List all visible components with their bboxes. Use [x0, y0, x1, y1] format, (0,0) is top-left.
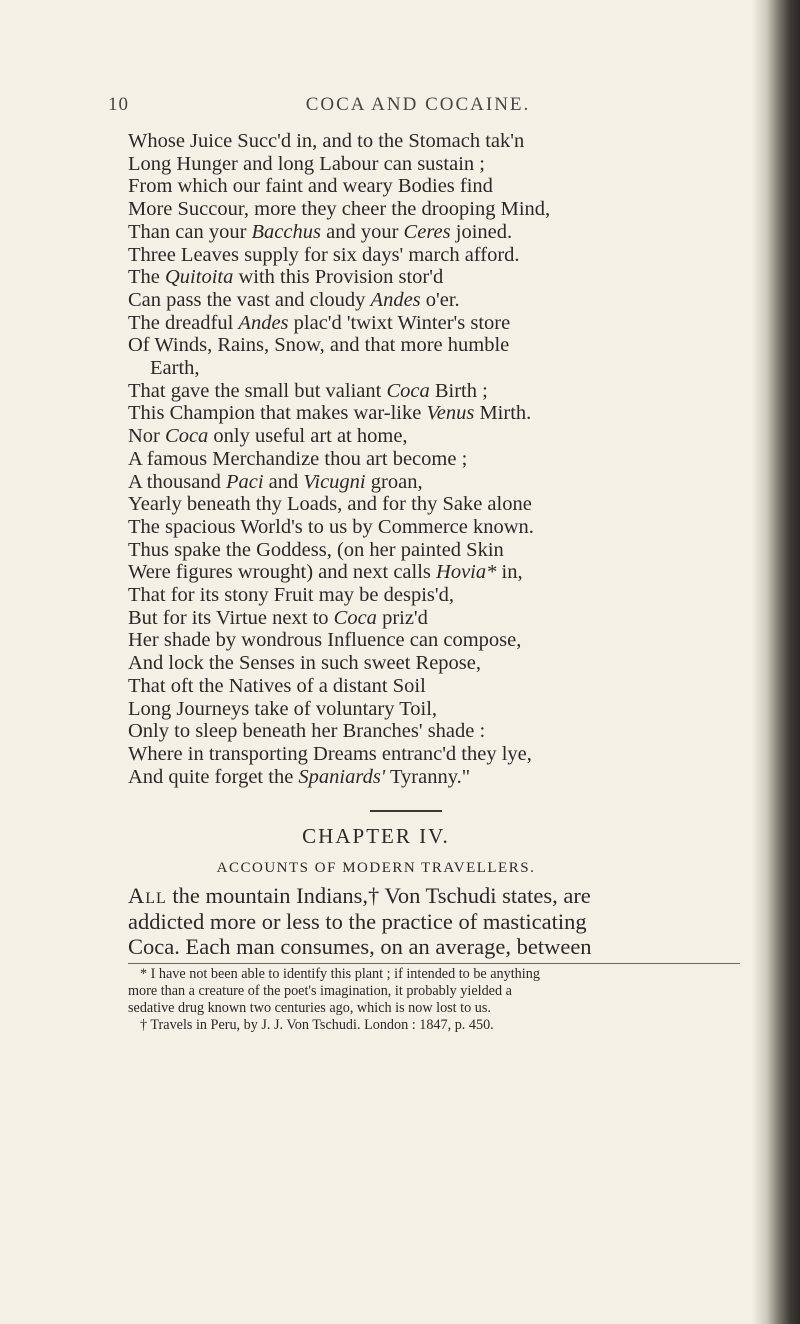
running-header [108, 94, 728, 122]
paragraph-text: the mountain Indians,† Von Tschudi states, are [166, 883, 591, 908]
footnote-line: † Travels in Peru, by J. J. Von Tschudi. London : 1847, p. 450. [140, 1017, 494, 1033]
poem-line: The Quitoita with this Provision stor'd [128, 266, 444, 289]
poem-line: And quite forget the Spaniards' Tyranny." [128, 765, 471, 788]
poem-line: Long Journeys take of voluntary Toil, [128, 697, 438, 720]
poem-line: Were figures wrought) and next calls Hovia* in, [128, 561, 523, 584]
poem-line: A famous Merchandize thou art become ; [128, 447, 468, 470]
poem-line: More Succour, more they cheer the drooping Mind, [128, 198, 551, 221]
poem-line: This Champion that makes war-like Venus Mirth. [128, 402, 532, 425]
chapter-heading: CHAPTER IV. [302, 824, 450, 848]
footnote-line: more than a creature of the poet's imagination, it probably yielded a [128, 983, 512, 999]
body-paragraph [128, 883, 748, 960]
poem-line: That oft the Natives of a distant Soil [128, 674, 426, 697]
book-edge [752, 0, 800, 1324]
poem-line: Than can your Bacchus and your Ceres joined. [128, 220, 513, 243]
poem-line: Whose Juice Succ'd in, and to the Stomach tak'n [128, 130, 525, 152]
poem-line: A thousand Paci and Vicugni groan, [128, 470, 423, 493]
paragraph-line: addicted more or less to the practice of masticating [128, 908, 587, 934]
poem-line: Of Winds, Rains, Snow, and that more humble [128, 334, 510, 357]
poem-line: The dreadful Andes plac'd 'twixt Winter's store [128, 311, 511, 334]
footnote-rule [128, 963, 740, 964]
poem-line: And lock the Senses in such sweet Repose, [128, 652, 481, 675]
section-divider [370, 810, 442, 812]
poem-line: Three Leaves supply for six days' march afford. [128, 243, 520, 266]
poem-line: Nor Coca only useful art at home, [128, 425, 408, 448]
chapter-subtitle: ACCOUNTS OF MODERN TRAVELLERS. [216, 860, 536, 876]
poem-line: Thus spake the Goddess, (on her painted Skin [128, 538, 504, 561]
poem-line: Where in transporting Dreams entranc'd they lye, [128, 742, 532, 765]
poem-line: Earth, [150, 357, 200, 380]
poem-line: Yearly beneath thy Loads, and for thy Sake alone [128, 493, 532, 516]
paragraph-line: Coca. Each man consumes, on an average, between [128, 934, 592, 959]
poem-line: From which our faint and weary Bodies find [128, 175, 493, 198]
footnotes [128, 966, 748, 1034]
poem-block [128, 130, 748, 788]
poem-line: Can pass the vast and cloudy Andes o'er. [128, 288, 460, 311]
poem-line: Long Hunger and long Labour can sustain ; [128, 152, 485, 175]
page-number: 10 [108, 94, 129, 115]
poem-line: The spacious World's to us by Commerce known. [128, 515, 534, 538]
poem-line: That for its stony Fruit may be despis'd, [128, 584, 454, 607]
poem-line: Only to sleep beneath her Branches' shade : [128, 720, 486, 743]
drop-word: All [128, 883, 167, 908]
footnote-line: sedative drug known two centuries ago, which is now lost to us. [128, 1000, 491, 1016]
poem-line: That gave the small but valiant Coca Birth ; [128, 379, 488, 402]
poem-line: Her shade by wondrous Influence can compose, [128, 629, 522, 652]
paragraph-line [128, 883, 748, 909]
poem-line: But for its Virtue next to Coca priz'd [128, 606, 428, 629]
running-title: COCA AND COCAINE. [305, 94, 531, 115]
footnote-line: * I have not been able to identify this plant ; if intended to be anything [140, 966, 540, 982]
